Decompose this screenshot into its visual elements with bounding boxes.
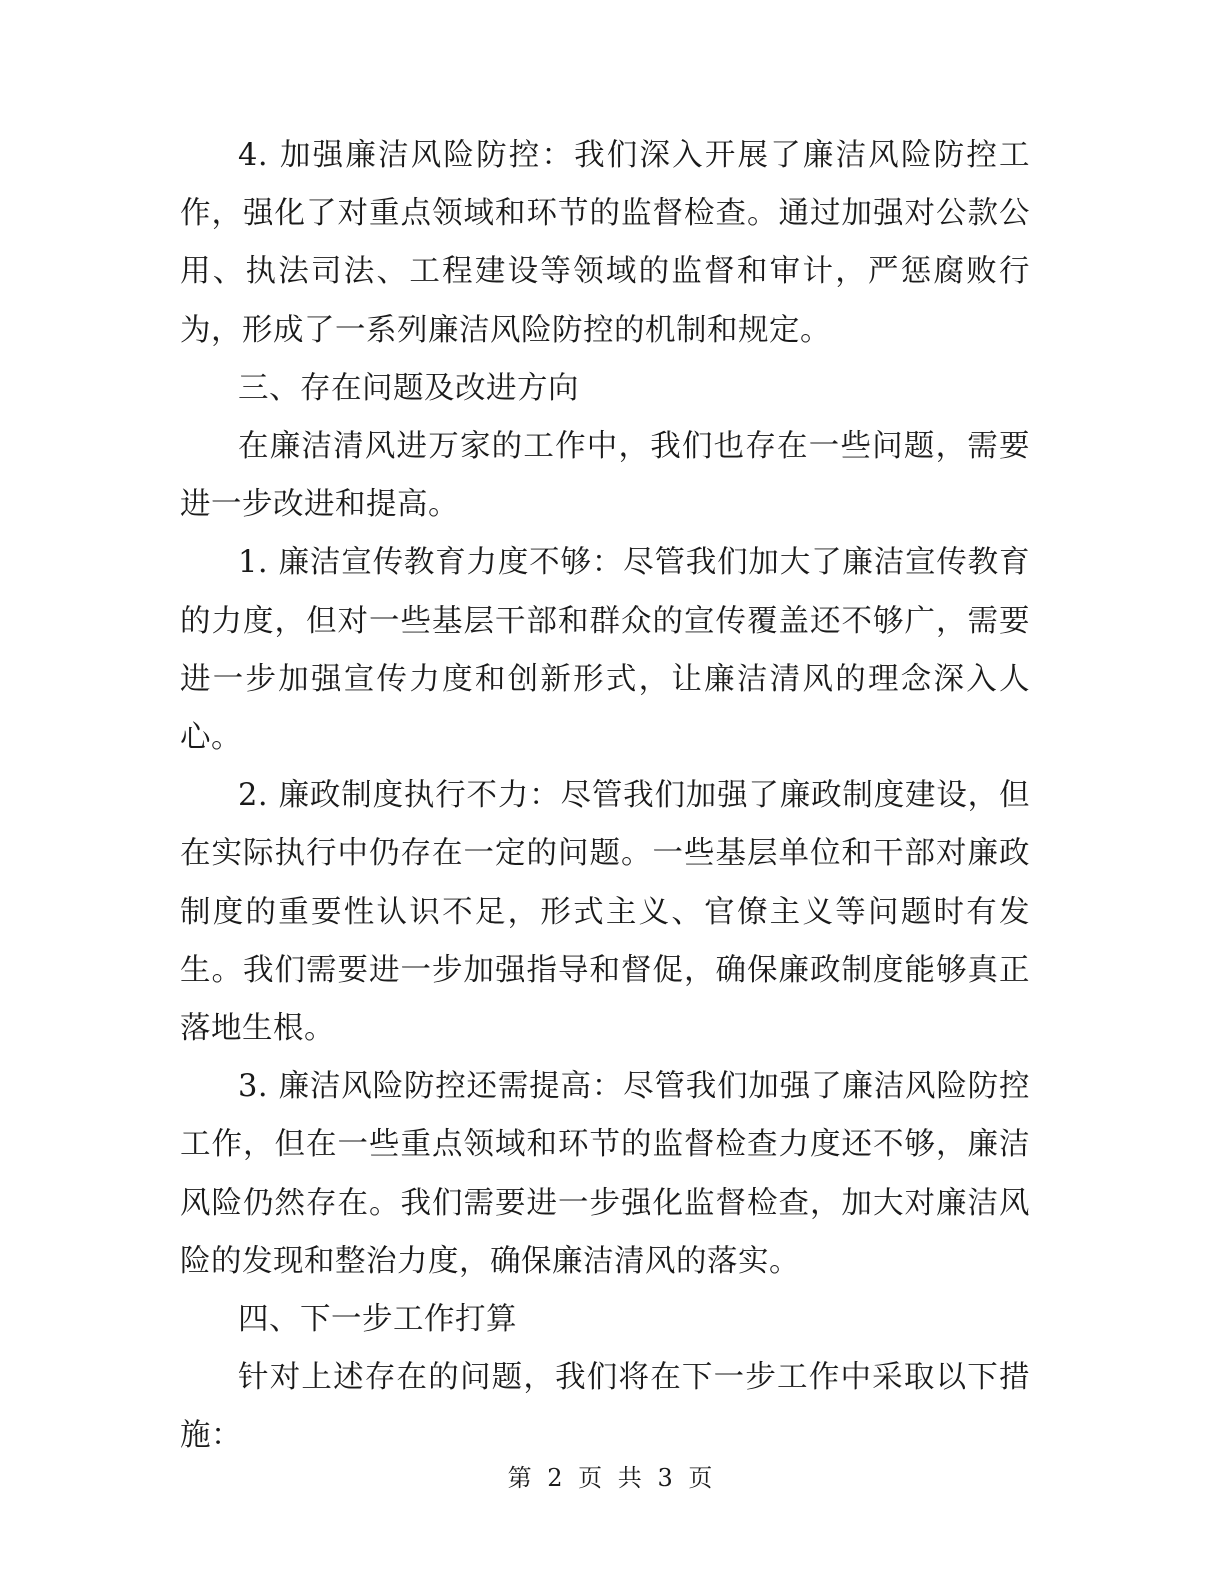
paragraph-risk-control: 4. 加强廉洁风险防控：我们深入开展了廉洁风险防控工作，强化了对重点领域和环节的监督检查。通过加强对公款公用、执法司法、工程建设等领域的监督和审计，严惩腐败行为，形成了一系列廉洁风险防控的机制和规定。: [180, 138, 1030, 348]
paragraph-problem-2: 2. 廉政制度执行不力：尽管我们加强了廉政制度建设，但在实际执行中仍存在一定的问题。一些基层单位和干部对廉政制度的重要性认识不足，形式主义、官僚主义等问题时有发生。我们需要进一步加强指导和督促，确保廉政制度能够真正落地生根。: [180, 778, 1030, 1047]
paragraph-problems-intro: 在廉洁清风进万家的工作中，我们也存在一些问题，需要进一步改进和提高。: [180, 429, 1030, 523]
paragraph-problem-3: 3. 廉洁风险防控还需提高：尽管我们加强了廉洁风险防控工作，但在一些重点领域和环节的监督检查力度还不够，廉洁风险仍然存在。我们需要进一步强化监督检查，加大对廉洁风险的发现和整治力度，确保廉洁清风的落实。: [180, 1069, 1030, 1279]
section-heading-problems: 三、存在问题及改进方向: [238, 370, 579, 406]
document-body: [180, 127, 1030, 1466]
paragraph-next-steps-intro: 针对上述存在的问题，我们将在下一步工作中采取以下措施：: [180, 1360, 1030, 1454]
section-heading-next-steps: 四、下一步工作打算: [238, 1302, 517, 1338]
paragraph-problem-1: 1. 廉洁宣传教育力度不够：尽管我们加大了廉洁宣传教育的力度，但对一些基层干部和群众的宣传覆盖还不够广，需要进一步加强宣传力度和创新形式，让廉洁清风的理念深入人心。: [180, 545, 1030, 756]
page-number-footer: 第 2 页 共 3 页: [507, 1464, 717, 1492]
